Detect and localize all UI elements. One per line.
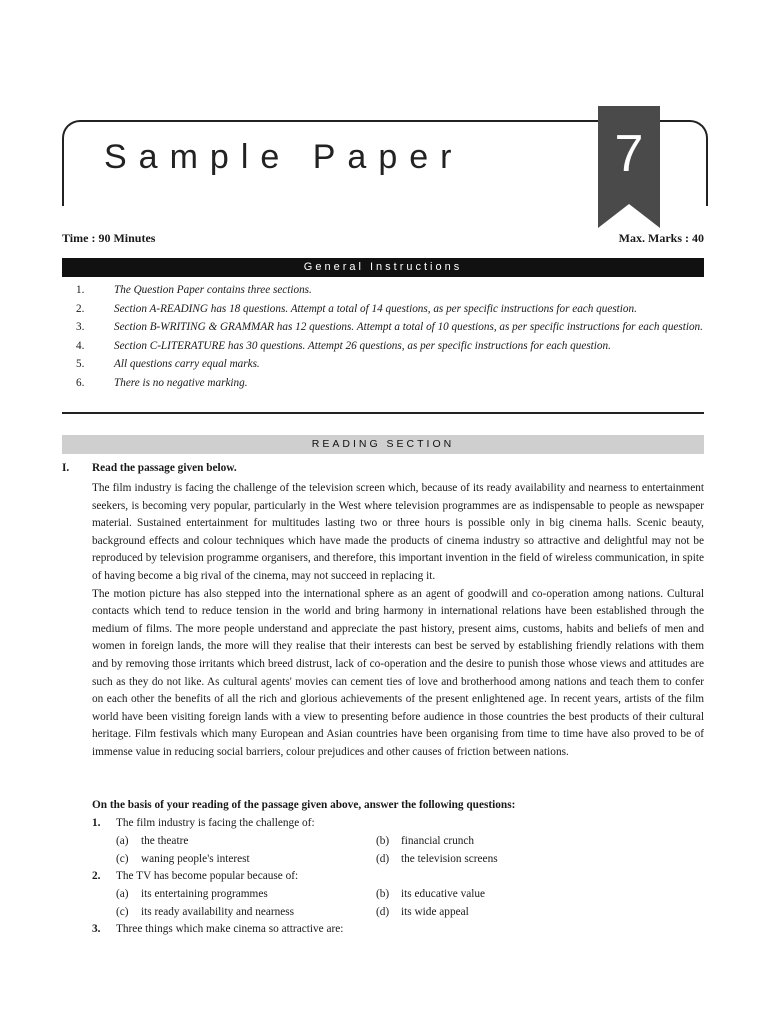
instruction-number: 6.	[76, 376, 85, 389]
mcq-text: The TV has become popular because of:	[116, 870, 299, 882]
instruction-text: Section A-READING has 18 questions. Attempt a total of 14 questions, as per specific instructions for each question.	[114, 302, 637, 315]
question-heading: Read the passage given below.	[92, 462, 237, 474]
general-instructions-heading: General Instructions	[62, 258, 704, 277]
instruction-item	[62, 283, 704, 297]
option-text: its ready availability and nearness	[141, 906, 295, 918]
paper-number: 7	[614, 125, 644, 183]
mcq-text: The film industry is facing the challenge of:	[116, 817, 315, 829]
instruction-item	[62, 320, 704, 334]
max-marks-label: Max. Marks : 40	[618, 231, 704, 245]
passage	[92, 480, 704, 762]
instruction-number: 3.	[76, 321, 85, 333]
mcq-number: 3.	[92, 923, 101, 935]
option-text: the television screens	[401, 853, 498, 865]
paper-title: Sample Paper	[104, 138, 464, 176]
option-text: its entertaining programmes	[141, 888, 268, 900]
instruction-text: All questions carry equal marks.	[114, 358, 260, 370]
passage-paragraph: The motion picture has also stepped into the international sphere as an agent of goodwill and co-operation among nations. Cultural contacts which tend to reduce tension in the world and bring harmony in international relations have been established through the medium of films. The more people understand and appreciate the past history, present aims, customs, habits and beliefs of men and women in foreign lands, the more will they realise that their interests can best be served by establishing friendly relations with them and by removing those irritants which breed distrust, lack of co-operation and the desire to punish those whose views and attitudes are such as they do not like. As cultural agents' movies can cement ties of love and brotherhood among nations and teach them to confer on each other the benefits of all the rich and glorious achievements of the present enlightened age. In recent years, artists of the film world have been visiting foreign lands with a view to presenting before audience in those countries the best products of their cultural heritage. Film festivals which many European and Asian countries have been organising from time to time have also proved to be of immense value in reducing social barriers, colour prejudices and other causes of friction between nations.	[92, 587, 704, 758]
option-label: (d)	[376, 906, 390, 918]
instruction-number: 4.	[76, 339, 85, 352]
mcq-number: 2.	[92, 870, 101, 882]
instruction-text: The Question Paper contains three sections.	[114, 284, 312, 296]
basis-line: On the basis of your reading of the passage given above, answer the following questions:	[92, 799, 516, 811]
reading-section-heading: READING SECTION	[62, 435, 704, 454]
instruction-item	[62, 302, 704, 316]
option-label: (d)	[376, 853, 390, 865]
option-label: (b)	[376, 835, 390, 847]
option-label: (c)	[116, 906, 129, 918]
instruction-number: 5.	[76, 358, 85, 370]
time-label: Time : 90 Minutes	[62, 231, 156, 245]
option-text: waning people's interest	[141, 853, 250, 865]
instruction-number: 2.	[76, 302, 85, 315]
option-label: (c)	[116, 853, 129, 865]
instruction-item	[62, 339, 704, 353]
instruction-item	[62, 376, 704, 390]
instruction-item	[62, 357, 704, 371]
instruction-text: Section C-LITERATURE has 30 questions. Attempt 26 questions, as per specific instructions for each question.	[114, 339, 611, 352]
instruction-number: 1.	[76, 284, 85, 296]
mcq-text: Three things which make cinema so attractive are:	[116, 923, 344, 935]
mcq-number: 1.	[92, 817, 101, 829]
instruction-text: Section B-WRITING & GRAMMAR has 12 questions. Attempt a total of 10 questions, as per specific instructions for each question.	[114, 321, 703, 333]
passage-paragraph: The film industry is facing the challenge of the television screen which, because of its ready availability and nearness to entertainment seekers, is becoming very popular, particularly in the West where television programmes are as indispensable to people as newspaper material. Sustained entertainment for multitudes lasting two or three hours is possible only in big cinema halls. Scenic beauty, background effects and colour techniques which have made the products of cinema industry so attractive and delightful may not be reproduced by television programme organisers, and therefore, this important invention in the field of wireless communication, in spite of having become a big rival of the cinema, may not succeed in replacing it.	[92, 482, 704, 582]
instruction-text: There is no negative marking.	[114, 376, 248, 389]
option-label: (a)	[116, 835, 129, 847]
option-text: the theatre	[141, 835, 189, 847]
instructions-list	[62, 283, 704, 394]
question-number: I.	[62, 462, 70, 474]
option-label: (b)	[376, 888, 390, 900]
option-text: its wide appeal	[401, 906, 469, 918]
section-divider	[62, 412, 704, 414]
option-text: its educative value	[401, 888, 486, 900]
option-label: (a)	[116, 888, 129, 900]
option-text: financial crunch	[401, 835, 475, 847]
